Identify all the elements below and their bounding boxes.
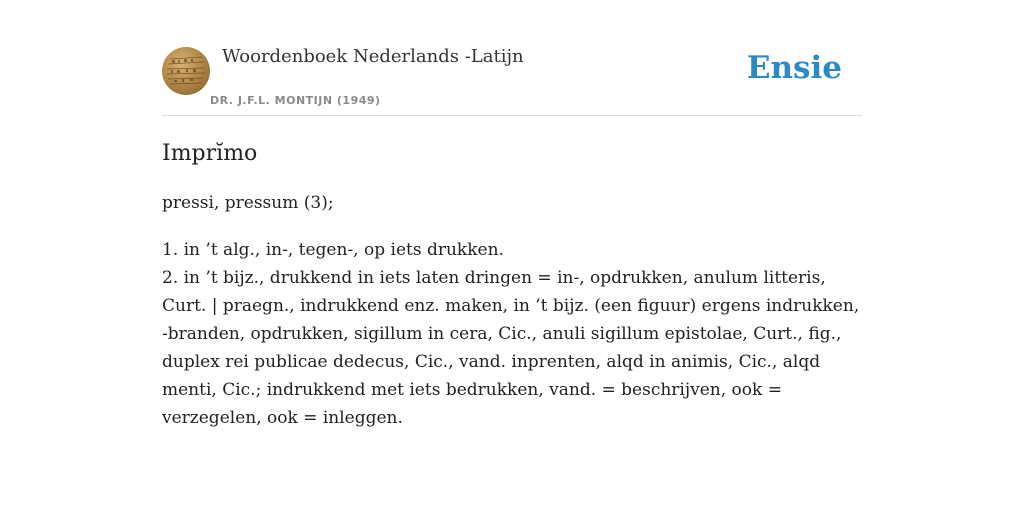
sense-2: 2. in ’t bijz., drukkend in iets laten dringen = in-, opdrukken, anulum litteris, Curt. | praegn., indrukkend enz. maken, in ’t bijz. (een figuur) ergens indrukken, -branden, opdrukken, sigillum in cera, Cic., anuli sigillum epistolae, Curt., fig., duplex rei publicae dedecus, Cic., vand. inprenten, alqd in animis, Cic., alqd menti, Cic.; indrukkend met iets bedrukken, vand. = beschrijven, ook = verzegelen, ook = inleggen. <box>162 268 860 428</box>
entry-definition <box>162 236 862 432</box>
entry-forms: pressi, pressum (3); <box>162 193 334 213</box>
entry-headword: Imprĭmo <box>162 141 258 166</box>
dictionary-page <box>162 0 862 432</box>
page-header <box>162 46 862 116</box>
brand-logo-link[interactable]: Ensie <box>746 50 842 86</box>
sense-1: 1. in ’t alg., in-, tegen-, op iets drukken. <box>162 240 504 260</box>
coin-inscription-icon[interactable] <box>162 47 210 95</box>
author-label: DR. J.F.L. MONTIJN (1949) <box>210 94 381 107</box>
book-title[interactable]: Woordenboek Nederlands -Latijn <box>222 46 524 67</box>
